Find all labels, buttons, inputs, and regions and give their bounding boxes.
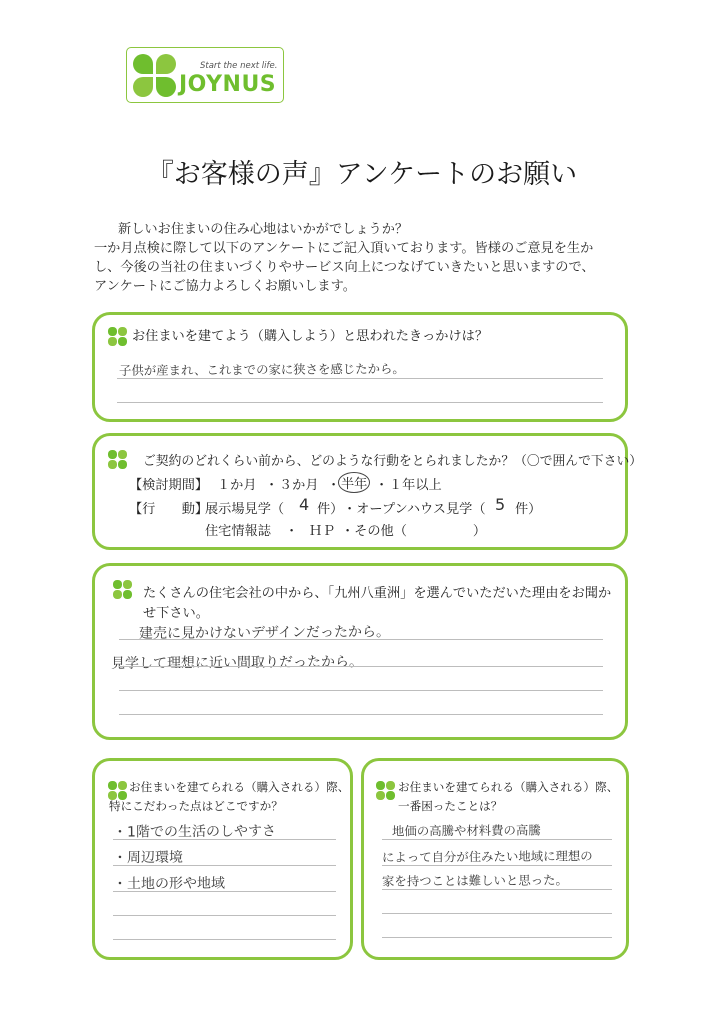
- open-house-count[interactable]: 5: [495, 495, 506, 514]
- intro-line: アンケートにご協力よろしくお願いします。: [94, 279, 356, 294]
- q5-answer-1[interactable]: 地価の高騰や材料費の高騰: [391, 822, 541, 839]
- clover-logo-icon: [133, 54, 177, 98]
- housing-magazine[interactable]: 住宅情報誌: [205, 524, 271, 539]
- answer-line: [119, 666, 603, 667]
- question-box-2: [92, 433, 643, 550]
- answer-line: [113, 891, 336, 892]
- q2-question: ご契約のどれくらい前から、どのような行動をとられましたか？（〇で囲んで下さい）: [143, 454, 643, 469]
- answer-line: [113, 939, 336, 940]
- q4-answer-1[interactable]: ・1階での生活のしやすさ: [112, 823, 276, 841]
- open-house-unit: 件）: [515, 502, 542, 517]
- answer-line: [117, 378, 603, 379]
- answer-line: [382, 839, 612, 840]
- clover-icon: [108, 450, 128, 470]
- answer-line: [382, 889, 612, 890]
- q5-question-line1: お住まいを建てられる（購入される）際、: [398, 780, 619, 794]
- question-box-1: [92, 312, 628, 422]
- logo-name: JOYNUS: [179, 72, 277, 97]
- q5-answer-3[interactable]: 家を持つことは難しいと思った。: [381, 872, 568, 889]
- intro-line: 一か月点検に際して以下のアンケートにご記入頂いております。皆様のご意見を生か: [94, 241, 594, 256]
- q4-question-line2: 特にこだわった点はどこですか？: [109, 799, 283, 813]
- answer-line: [382, 913, 612, 914]
- page-title: 『お客様の声』アンケートのお願い: [146, 159, 578, 190]
- answer-line: [117, 402, 603, 403]
- q3-answer-2[interactable]: 見学して理想に近い間取りだったから。: [110, 654, 364, 672]
- q4-answer-2[interactable]: ・周辺環境: [112, 849, 184, 867]
- question-box-3: [92, 563, 628, 740]
- clover-icon: [108, 327, 128, 347]
- q4-answer-3[interactable]: ・土地の形や地域: [112, 875, 226, 893]
- separator: ・: [285, 524, 299, 539]
- q4-question-line1: お住まいを建てられる（購入される）際、: [129, 780, 350, 794]
- clover-icon: [113, 580, 133, 600]
- q1-answer[interactable]: 子供が産まれ、これまでの家に狭さを感じたから。: [118, 361, 405, 378]
- q5-question-line2: 一番困ったことは？: [398, 799, 503, 813]
- period-1-year-plus[interactable]: １年以上: [389, 478, 442, 493]
- period-1-month[interactable]: １か月: [217, 478, 257, 493]
- answer-line: [382, 865, 612, 866]
- clover-icon: [376, 781, 396, 801]
- question-box-5: [361, 758, 629, 960]
- q3-question-line1: たくさんの住宅会社の中から、「九州八重洲」を選んでいただいた理由をお聞か: [143, 586, 612, 601]
- intro-text: [94, 220, 654, 296]
- period-half-year-circled[interactable]: [341, 474, 367, 492]
- intro-line: し、今後の当社の住まいづくりやサービス向上につなげていきたいと思いますので、: [94, 260, 595, 275]
- answer-line: [382, 937, 612, 938]
- action-label: 【行 動】: [129, 502, 209, 517]
- answer-line: [119, 690, 603, 691]
- period-half-year: 半年: [341, 477, 368, 492]
- answer-line: [113, 915, 336, 916]
- answer-line: [119, 714, 603, 715]
- question-box-4: [92, 758, 353, 960]
- other-option[interactable]: ・その他（ ）: [341, 524, 487, 539]
- selection-circle: [338, 472, 370, 493]
- joynus-logo: [126, 47, 284, 103]
- q1-question: お住まいを建てよう（購入しよう）と思われたきっかけは？: [132, 329, 489, 344]
- open-house-visit: ・オープンハウス見学（: [343, 502, 486, 517]
- separator: ・: [327, 478, 341, 493]
- answer-line: [113, 839, 336, 840]
- homepage-option[interactable]: ＨＰ: [309, 524, 336, 539]
- period-label: 【検討期間】: [129, 478, 209, 493]
- period-3-months[interactable]: ３か月: [279, 478, 319, 493]
- showroom-count[interactable]: 4: [299, 495, 310, 514]
- showroom-visit: 展示場見学（: [205, 502, 285, 517]
- answer-line: [113, 865, 336, 866]
- logo-tagline: Start the next life.: [200, 61, 278, 71]
- separator: ・: [265, 478, 279, 493]
- q3-question-line2: せ下さい。: [143, 606, 209, 621]
- intro-line: 新しいお住まいの住み心地はいかがでしょうか？: [118, 222, 409, 237]
- q3-answer-1[interactable]: 建売に見かけないデザインだったから。: [138, 624, 391, 642]
- showroom-unit: 件）: [317, 502, 344, 517]
- separator: ・: [375, 478, 389, 493]
- answer-line: [119, 639, 603, 640]
- q5-answer-2[interactable]: によって自分が住みたい地域に理想の: [381, 848, 593, 865]
